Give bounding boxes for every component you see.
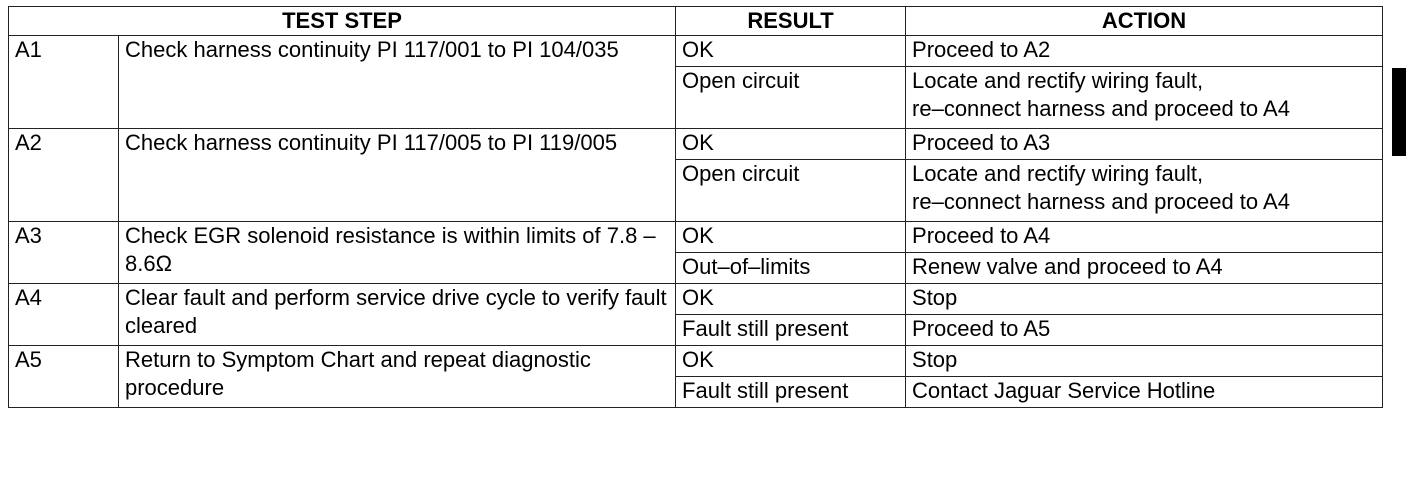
action-cell (906, 160, 1383, 222)
action-line: Locate and rectify wiring fault, (912, 161, 1204, 186)
step-description: Check harness continuity PI 117/005 to PI 119/005 (119, 129, 676, 222)
table-row (9, 129, 1383, 160)
header-row (9, 7, 1383, 36)
step-description: Check harness continuity PI 117/001 to PI 104/035 (119, 36, 676, 129)
step-description: Check EGR solenoid resistance is within limits of 7.8 – 8.6Ω (119, 222, 676, 284)
result-cell: OK (676, 346, 906, 377)
action-line: re–connect harness and proceed to A4 (912, 189, 1290, 214)
header-result: RESULT (676, 7, 906, 36)
table-row (9, 222, 1383, 253)
table-row (9, 346, 1383, 377)
result-cell: OK (676, 36, 906, 67)
result-cell: OK (676, 284, 906, 315)
header-test-step: TEST STEP (9, 7, 676, 36)
action-cell: Proceed to A3 (906, 129, 1383, 160)
action-cell (906, 67, 1383, 129)
step-description: Clear fault and perform service drive cycle to verify fault cleared (119, 284, 676, 346)
table-row (9, 36, 1383, 67)
result-cell: OK (676, 222, 906, 253)
diagnostic-table (8, 6, 1383, 408)
step-id: A4 (9, 284, 119, 346)
step-id: A5 (9, 346, 119, 408)
result-cell: OK (676, 129, 906, 160)
page-edge-tab (1392, 68, 1406, 156)
step-id: A1 (9, 36, 119, 129)
action-cell: Proceed to A4 (906, 222, 1383, 253)
table-row (9, 284, 1383, 315)
step-id: A2 (9, 129, 119, 222)
action-line: Locate and rectify wiring fault, (912, 68, 1204, 93)
step-description: Return to Symptom Chart and repeat diagnostic procedure (119, 346, 676, 408)
action-cell: Proceed to A5 (906, 315, 1383, 346)
action-cell: Proceed to A2 (906, 36, 1383, 67)
result-cell: Fault still present (676, 315, 906, 346)
header-action: ACTION (906, 7, 1383, 36)
action-line: re–connect harness and proceed to A4 (912, 96, 1290, 121)
result-cell: Open circuit (676, 160, 906, 222)
action-cell: Stop (906, 346, 1383, 377)
step-id: A3 (9, 222, 119, 284)
action-cell: Contact Jaguar Service Hotline (906, 377, 1383, 408)
action-cell: Stop (906, 284, 1383, 315)
result-cell: Fault still present (676, 377, 906, 408)
result-cell: Open circuit (676, 67, 906, 129)
result-cell: Out–of–limits (676, 253, 906, 284)
action-cell: Renew valve and proceed to A4 (906, 253, 1383, 284)
